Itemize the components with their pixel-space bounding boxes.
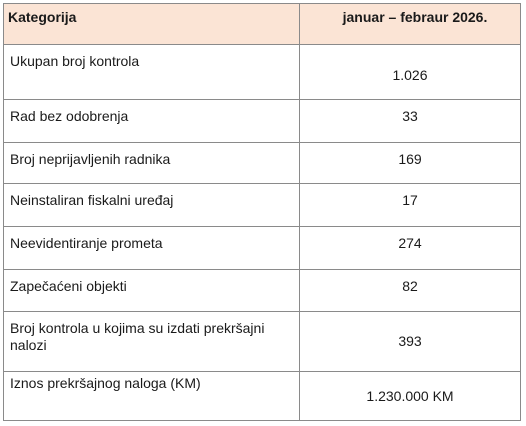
header-category: Kategorija <box>4 4 300 45</box>
row-value: 169 <box>300 143 521 184</box>
row-value: 82 <box>300 270 521 312</box>
table-row <box>4 312 521 372</box>
table-row <box>4 45 521 100</box>
table-row <box>4 372 521 421</box>
row-category: Neinstaliran fiskalni uređaj <box>4 184 300 227</box>
row-value: 393 <box>300 312 521 372</box>
row-category: Iznos prekršajnog naloga (KM) <box>4 372 300 421</box>
row-category: Zapečaćeni objekti <box>4 270 300 312</box>
row-value: 274 <box>300 227 521 270</box>
row-category: Broj neprijavljenih radnika <box>4 143 300 184</box>
inspection-statistics-table <box>3 3 521 421</box>
table-row <box>4 143 521 184</box>
row-category: Broj kontrola u kojima su izdati prekršajni nalozi <box>4 312 300 372</box>
row-value: 1.230.000 KM <box>300 372 521 421</box>
row-category: Rad bez odobrenja <box>4 100 300 143</box>
row-category: Ukupan broj kontrola <box>4 45 300 100</box>
table-row <box>4 270 521 312</box>
table-header-row <box>4 4 521 45</box>
row-category: Neevidentiranje prometa <box>4 227 300 270</box>
row-value: 17 <box>300 184 521 227</box>
row-value: 33 <box>300 100 521 143</box>
statistics-table-container <box>3 3 521 421</box>
table-row <box>4 184 521 227</box>
header-period: januar – febraur 2026. <box>300 4 521 45</box>
row-value: 1.026 <box>300 45 521 100</box>
table-row <box>4 227 521 270</box>
table-row <box>4 100 521 143</box>
